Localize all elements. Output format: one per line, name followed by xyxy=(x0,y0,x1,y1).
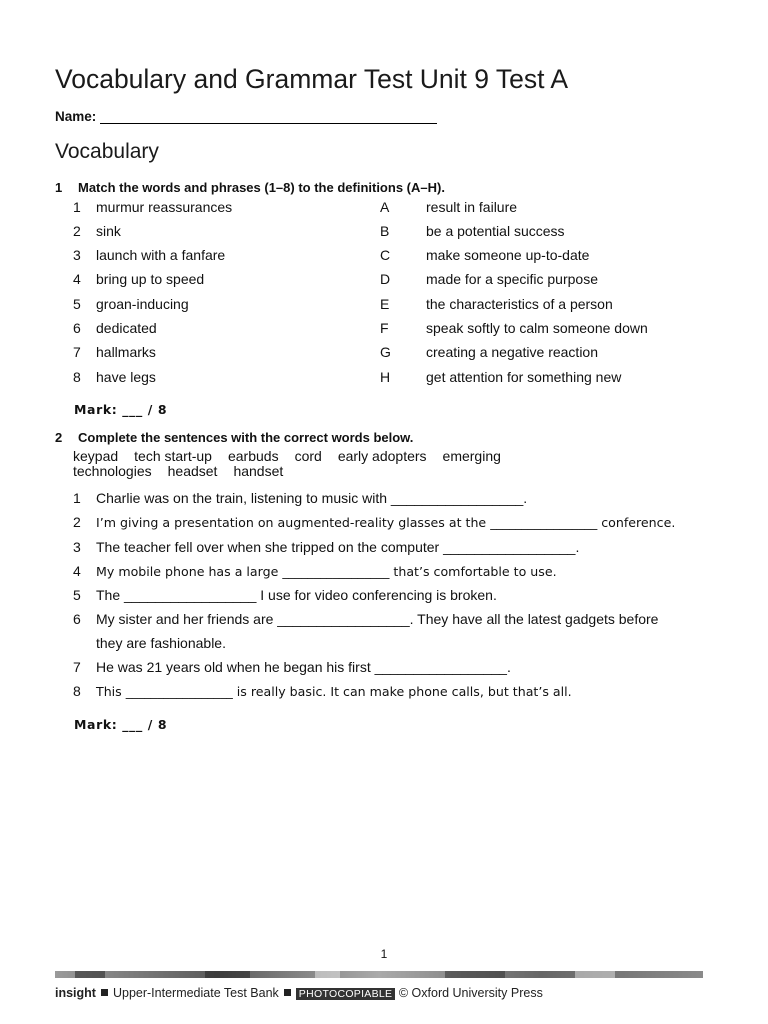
footer-banner-image xyxy=(55,968,703,978)
definition-letter: G xyxy=(380,344,391,360)
match-row xyxy=(0,223,768,243)
item-word: bring up to speed xyxy=(96,271,205,287)
photocopiable-badge: PHOTOCOPIABLE xyxy=(296,988,396,1000)
sentence-number: 8 xyxy=(73,683,81,699)
match-row xyxy=(0,344,768,364)
section-title: Vocabulary xyxy=(55,140,159,163)
sentence-number: 7 xyxy=(73,659,81,675)
sentence-text: Charlie was on the train, listening to music with _________________. xyxy=(96,490,528,506)
definition-text: the characteristics of a person xyxy=(426,296,613,312)
definition-text: result in failure xyxy=(426,199,518,215)
footer-publisher: © Oxford University Press xyxy=(398,986,543,1000)
item-number: 2 xyxy=(73,223,81,239)
question-2-heading xyxy=(55,430,413,445)
item-word: launch with a fanfare xyxy=(96,247,226,263)
question-1-mark: Mark: ___ / 8 xyxy=(74,402,168,417)
definition-letter: A xyxy=(380,199,390,215)
definition-letter: D xyxy=(380,271,391,287)
match-row xyxy=(0,296,768,316)
match-row xyxy=(0,369,768,389)
definition-text: speak softly to calm someone down xyxy=(426,320,648,336)
page-title: Vocabulary and Grammar Test Unit 9 Test A xyxy=(55,64,569,94)
definition-text: creating a negative reaction xyxy=(426,344,598,360)
word-bank-item: emerging technologies xyxy=(73,448,501,479)
item-number: 6 xyxy=(73,320,81,336)
definition-text: made for a specific purpose xyxy=(426,271,598,287)
match-row xyxy=(0,247,768,267)
sentence-number: 1 xyxy=(73,490,81,506)
sentence-number: 6 xyxy=(73,611,81,627)
definition-letter: C xyxy=(380,247,391,263)
sentence-text: This _________________ is really basic. It can make phone calls, but that’s all. xyxy=(96,684,572,699)
item-word: murmur reassurances xyxy=(96,199,233,215)
name-label: Name: xyxy=(55,109,97,124)
item-number: 3 xyxy=(73,247,81,263)
word-bank-item: headset xyxy=(167,463,218,479)
item-word: dedicated xyxy=(96,320,157,336)
sentence-text: He was 21 years old when he began his first _________________. xyxy=(96,659,511,675)
item-number: 5 xyxy=(73,296,81,312)
word-bank-item: earbuds xyxy=(227,448,279,464)
sentence-text: The teacher fell over when she tripped on the computer _________________. xyxy=(96,539,580,555)
question-1-heading xyxy=(55,180,445,195)
footer-brand: insight xyxy=(55,986,96,1000)
definition-letter: F xyxy=(380,320,389,336)
question-instruction: Match the words and phrases (1–8) to the definitions (A–H). xyxy=(78,180,445,195)
footer-series: Upper-Intermediate Test Bank xyxy=(112,986,279,1000)
item-number: 7 xyxy=(73,344,81,360)
word-bank xyxy=(73,449,693,479)
square-bullet-icon xyxy=(101,989,108,996)
sentence-number: 3 xyxy=(73,539,81,555)
word-bank-item: tech start-up xyxy=(134,448,212,464)
item-word: sink xyxy=(96,223,121,239)
page-number: 1 xyxy=(380,947,388,961)
word-bank-item: early adopters xyxy=(337,448,427,464)
sentence-number: 5 xyxy=(73,587,81,603)
banner-texture xyxy=(55,971,703,978)
sentence-number: 2 xyxy=(73,514,81,530)
item-word: groan-inducing xyxy=(96,296,189,312)
definition-letter: E xyxy=(380,296,390,312)
item-number: 4 xyxy=(73,271,81,287)
match-row xyxy=(0,199,768,219)
question-instruction: Complete the sentences with the correct words below. xyxy=(78,430,414,445)
match-row xyxy=(0,271,768,291)
word-bank-item: cord xyxy=(294,448,322,464)
item-word: hallmarks xyxy=(96,344,156,360)
word-bank-item: keypad xyxy=(73,448,119,464)
definition-text: be a potential success xyxy=(426,223,565,239)
question-number: 1 xyxy=(55,180,63,195)
definition-text: get attention for something new xyxy=(426,369,622,385)
item-number: 8 xyxy=(73,369,81,385)
name-blank-line[interactable] xyxy=(100,109,437,124)
name-field xyxy=(55,109,437,124)
question-number: 2 xyxy=(55,430,63,445)
sentence-text: I’m giving a presentation on augmented-reality glasses at the _________________ conference. xyxy=(96,515,676,530)
item-word: have legs xyxy=(96,369,156,385)
sentence-text: The _________________ I use for video conferencing is broken. xyxy=(96,587,497,603)
item-number: 1 xyxy=(73,199,81,215)
sentence-text: My sister and her friends are _________________. They have all the latest gadgets before xyxy=(96,611,659,627)
match-row xyxy=(0,320,768,340)
footer xyxy=(55,986,543,1000)
sentence-number: 4 xyxy=(73,563,81,579)
sentence-text: they are fashionable. xyxy=(96,635,226,651)
question-2-mark: Mark: ___ / 8 xyxy=(74,717,168,732)
sentence-text: My mobile phone has a large _________________ that’s comfortable to use. xyxy=(96,564,557,579)
definition-text: make someone up-to-date xyxy=(426,247,590,263)
definition-letter: B xyxy=(380,223,390,239)
square-bullet-icon xyxy=(284,989,291,996)
definition-letter: H xyxy=(380,369,391,385)
word-bank-item: handset xyxy=(233,463,284,479)
